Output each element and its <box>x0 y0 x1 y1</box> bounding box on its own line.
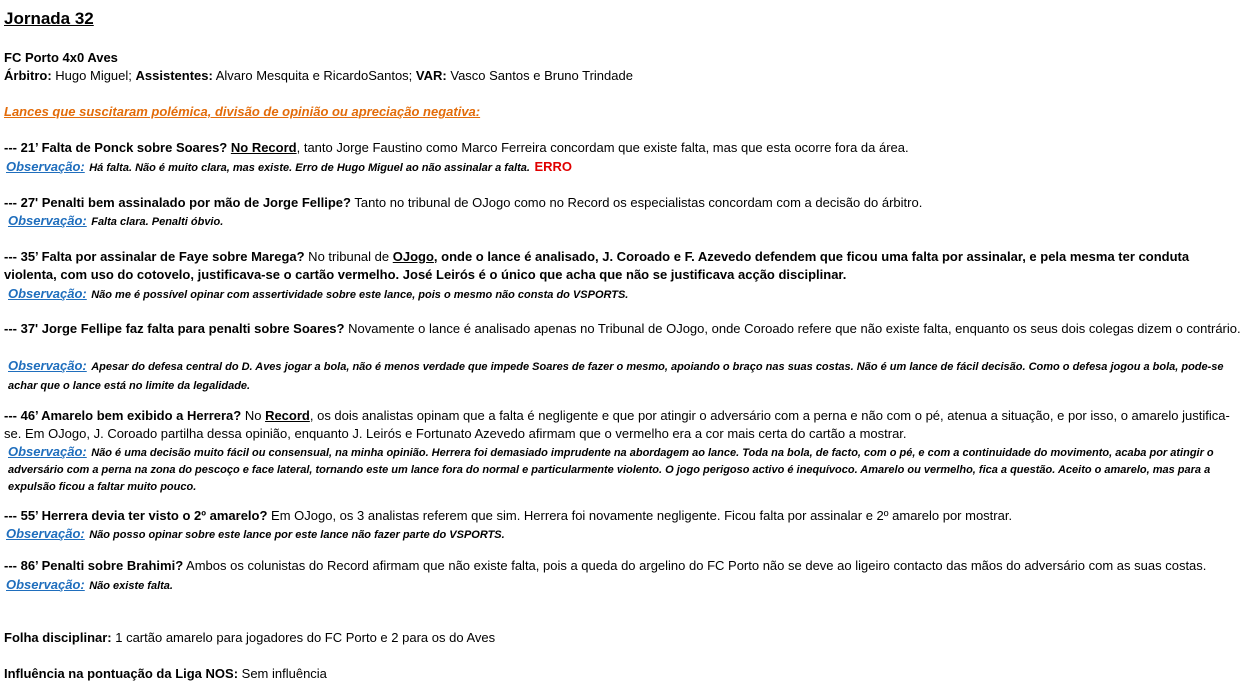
observation-text: Não posso opinar sobre este lance por este lance não fazer parte do VSPORTS. <box>89 529 505 541</box>
observation-label: Observação: <box>8 213 87 228</box>
observation-text: Apesar do defesa central do D. Aves jogar a bola, não é menos verdade que impede Soares de fazer o mesmo, apoiando o braço nas suas costas. Não é um lance de fácil decisão. Como o defesa jogou a bola, pode-se achar que o lance está no limite da legalidade. <box>8 361 1224 392</box>
incident-head: --- 55’ Herrera devia ter visto o 2º amarelo? <box>4 508 268 523</box>
incident-text: , onde o lance é analisado, J. Coroado e F. Azevedo defendem que ficou uma falta por assinalar, e pela mesma ter conduta violenta, com uso do cotovelo, justificava-se o cartão vermelho. José Leirós é o único que acha que não se justificava acção disciplinar. <box>4 249 1190 282</box>
match-result: FC Porto 4x0 Aves <box>4 50 118 65</box>
observation-label: Observação: <box>6 577 85 592</box>
observation-label: Observação: <box>8 286 87 301</box>
incident-head: --- 37' Jorge Fellipe faz falta para penalti sobre Soares? <box>4 321 345 336</box>
influencia-pontuacao <box>4 665 327 683</box>
arbitro-label: Árbitro: <box>4 68 52 83</box>
incident-35 <box>4 248 1244 284</box>
incident-text: Tanto no tribunal de OJogo como no Record os especialistas concordam com a decisão do árbitro. <box>350 195 923 210</box>
incident-head: --- 35’ Falta por assinalar de Faye sobre Marega? <box>4 249 305 264</box>
arbitro-value: Hugo Miguel; <box>55 68 132 83</box>
observation-21 <box>6 158 1244 177</box>
var-label: VAR: <box>415 68 447 83</box>
incident-source: No Record <box>230 140 297 155</box>
incident-head: --- 27' Penalti bem assinalado por mão de Jorge Fellipe? <box>4 195 351 210</box>
incident-head: --- 21’ Falta de Ponck sobre Soares? <box>4 140 228 155</box>
incident-text: , os dois analistas opinam que a falta é negligente e que por atingir o adversário com a perna e não com o pé, atenua a situação, e por isso, o amarelo justifica-se. Em OJogo, J. Coroado partilha dessa opinião, enquanto J. Leirós e Fortunato Azevedo afirmam que o vermelho era a cor mais certa do cartão a mostrar. <box>4 408 1230 441</box>
observation-text: Há falta. Não é muito clara, mas existe. Erro de Hugo Miguel ao não assinalar a falta. <box>89 162 530 174</box>
observation-46 <box>8 444 1246 495</box>
incident-text: Em OJogo, os 3 analistas referem que sim. Herrera foi novamente negligente. Ficou falta por assinalar e 2º amarelo por mostrar. <box>267 508 1013 523</box>
observation-text: Não existe falta. <box>89 580 173 592</box>
observation-label: Observação: <box>8 358 87 373</box>
observation-text: Falta clara. Penalti óbvio. <box>91 216 224 228</box>
folha-label: Folha disciplinar: <box>4 630 112 645</box>
observation-text: Não me é possível opinar com assertividade sobre este lance, pois o mesmo não consta do VSPORTS. <box>91 289 629 301</box>
observation-86 <box>6 576 1244 595</box>
observation-text: Não é uma decisão muito fácil ou consensual, na minha opinião. Herrera foi demasiado imprudente na abordagem ao lance. Toda na bola, de facto, com o pé, e com a continuidade do movimento, acaba por atingir o adversário com a perna na zona do pescoço e face lateral, tornando este um lance fora do normal e particularmente violento. O jogo perigoso activo é inequívoco. Amarelo ou vermelho, fica a questão. Aceito o amarelo, mas para a expulsão ficou a faltar muito pouco. <box>8 447 1214 493</box>
assistentes-label: Assistentes: <box>135 68 213 83</box>
incident-source: OJogo <box>392 249 434 264</box>
incident-text-pre: No <box>241 408 266 423</box>
incident-text: Ambos os colunistas do Record afirmam que não existe falta, pois a queda do argelino do FC Porto não se deve ao ligeiro contacto das mãos do adversário com as suas costas. <box>183 558 1207 573</box>
observation-35 <box>8 285 1246 304</box>
incident-37 <box>4 320 1244 338</box>
incident-21 <box>4 139 909 157</box>
observation-label: Observação: <box>6 159 85 174</box>
influencia-text: Sem influência <box>238 666 327 681</box>
observation-27 <box>8 212 1246 231</box>
page-title: Jornada 32 <box>4 9 94 28</box>
incident-86 <box>4 557 1206 575</box>
referees-line <box>4 67 633 85</box>
incident-text-pre: No tribunal de <box>304 249 393 264</box>
incident-text: Novamente o lance é analisado apenas no Tribunal de OJogo, onde Coroado refere que não existe falta, enquanto os seus dois colegas dizem o contrário. <box>344 321 1241 336</box>
incident-head: --- 46’ Amarelo bem exibido a Herrera? <box>4 408 242 423</box>
var-value: Vasco Santos e Bruno Trindade <box>450 68 633 83</box>
incident-46 <box>4 407 1244 443</box>
observation-55 <box>6 525 1244 544</box>
erro-flag: ERRO <box>534 159 572 174</box>
incident-head: --- 86’ Penalti sobre Brahimi? <box>4 558 184 573</box>
incident-text: , tanto Jorge Faustino como Marco Ferreira concordam que existe falta, mas que esta ocorre fora da área. <box>296 140 909 155</box>
observation-37 <box>8 357 1246 395</box>
folha-disciplinar <box>4 629 495 647</box>
incident-55 <box>4 507 1012 525</box>
observation-label: Observação: <box>6 526 85 541</box>
influencia-label: Influência na pontuação da Liga NOS: <box>4 666 239 681</box>
incident-source: Record <box>265 408 310 423</box>
folha-text: 1 cartão amarelo para jogadores do FC Porto e 2 para os do Aves <box>111 630 496 645</box>
section-heading: Lances que suscitaram polémica, divisão de opinião ou apreciação negativa: <box>4 104 481 119</box>
assistentes-value: Alvaro Mesquita e RicardoSantos; <box>215 68 413 83</box>
observation-label: Observação: <box>8 444 87 459</box>
incident-27 <box>4 194 922 212</box>
